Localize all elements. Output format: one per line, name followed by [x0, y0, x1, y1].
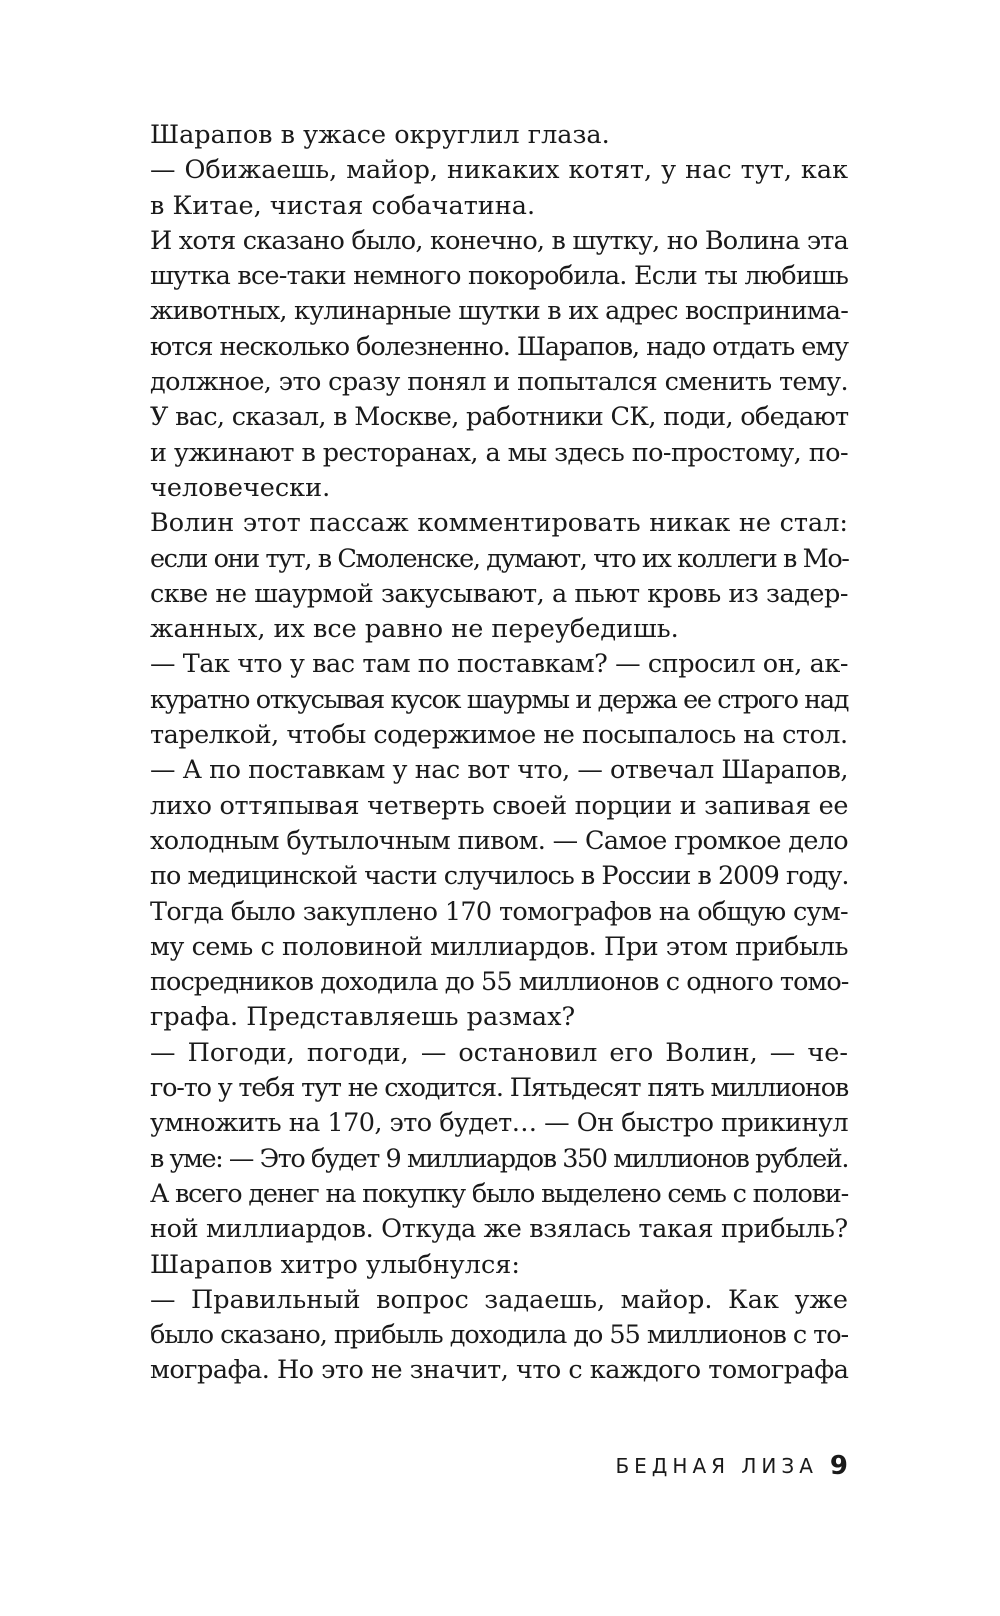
text-line: лихо оттяпывая четверть своей порции и запивая ее	[150, 790, 849, 821]
text-line: — А по поставкам у нас вот что, — отвечал Шарапов,	[150, 755, 848, 786]
text-line: в Китае, чистая собачатина.	[150, 190, 536, 221]
text-line: Тогда было закуплено 170 томографов на общую сум-	[150, 896, 848, 927]
text-line: ются несколько болезненно. Шарапов, надо отдать ему	[150, 331, 848, 362]
text-line: человечески.	[150, 472, 331, 503]
text-line: тарелкой, чтобы содержимое не посыпалось на стол.	[150, 720, 848, 751]
text-line: в уме: — Это будет 9 миллиардов 350 миллионов рублей.	[150, 1143, 848, 1174]
text-line: ной миллиардов. Откуда же взялась такая прибыль?	[150, 1214, 848, 1245]
paragraph-3	[150, 224, 848, 506]
running-title: БЕДНАЯ ЛИЗА	[615, 1454, 818, 1478]
text-line: шутка все-таки немного покоробила. Если ты любишь	[150, 261, 849, 292]
paragraph-5	[150, 647, 848, 753]
text-line: должное, это сразу понял и попытался сменить тему.	[150, 367, 848, 398]
text-line: мографа. Но это не значит, что с каждого томографа	[150, 1355, 849, 1386]
book-page-body	[150, 118, 848, 1389]
paragraph-8	[150, 1248, 848, 1283]
text-line: графа. Представляешь размах?	[150, 1002, 576, 1033]
page-number: 9	[829, 1451, 848, 1481]
text-line: А всего денег на покупку было выделено семь с полови-	[150, 1178, 848, 1209]
text-line: куратно откусывая кусок шаурмы и держа ее строго над	[150, 684, 848, 715]
paragraph-1	[150, 118, 848, 153]
text-line: если они тут, в Смоленске, думают, что их коллеги в Мо-	[150, 543, 849, 574]
text-line: го-то у тебя тут не сходится. Пятьдесят пять миллионов	[150, 1073, 848, 1104]
page-footer	[150, 1451, 848, 1481]
paragraph-7	[150, 1036, 848, 1248]
text-line: — Правильный вопрос задаешь, майор. Как уже	[150, 1284, 848, 1315]
text-line: — Обижаешь, майор, никаких котят, у нас тут, как	[150, 155, 848, 186]
paragraph-6	[150, 753, 848, 1035]
text-line: — Так что у вас там по поставкам? — спросил он, ак-	[150, 649, 848, 680]
paragraph-9	[150, 1283, 848, 1389]
text-line: умножить на 170, это будет… — Он быстро прикинул	[150, 1108, 848, 1139]
paragraph-2	[150, 153, 848, 224]
text-line: холодным бутылочным пивом. — Самое громкое дело	[150, 825, 848, 856]
text-line: — Погоди, погоди, — остановил его Волин, — че-	[150, 1037, 848, 1068]
text-line: по медицинской части случилось в России в 2009 году.	[150, 861, 849, 892]
paragraph-4	[150, 506, 848, 647]
text-line: Шарапов хитро улыбнулся:	[150, 1249, 520, 1280]
text-line: и ужинают в ресторанах, а мы здесь по-простому, по-	[150, 437, 848, 468]
text-line: И хотя сказано было, конечно, в шутку, но Волина эта	[150, 225, 848, 256]
text-line: Шарапов в ужасе округлил глаза.	[150, 120, 610, 150]
text-line: животных, кулинарные шутки в их адрес воспринима-	[150, 296, 848, 327]
text-line: му семь с половиной миллиардов. При этом прибыль	[150, 931, 849, 962]
text-line: посредников доходила до 55 миллионов с одного томо-	[150, 967, 849, 998]
text-line: жанных, их все равно не переубедишь.	[150, 614, 679, 645]
text-line: Волин этот пассаж комментировать никак не стал:	[150, 508, 848, 539]
text-line: было сказано, прибыль доходила до 55 миллионов с то-	[150, 1320, 849, 1351]
text-line: скве не шаурмой закусывают, а пьют кровь из задер-	[150, 578, 848, 609]
text-line: У вас, сказал, в Москве, работники СК, поди, обедают	[150, 402, 849, 433]
